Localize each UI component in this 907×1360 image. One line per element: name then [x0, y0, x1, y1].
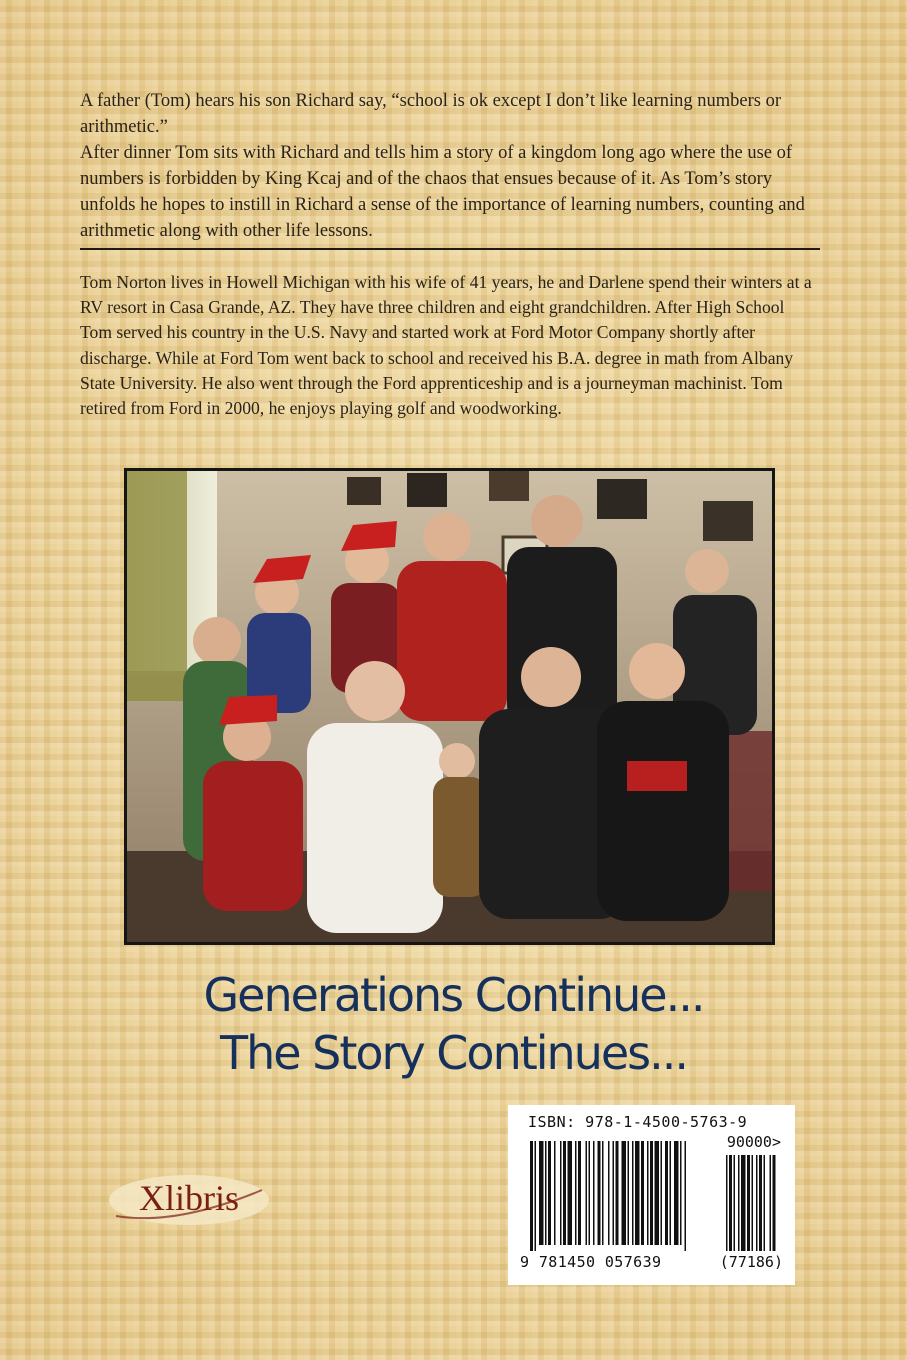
addon-bar	[741, 1155, 746, 1251]
tagline-line-1: Generations Continue...	[203, 968, 704, 1022]
addon-bar	[734, 1155, 736, 1251]
barcode-bar	[530, 1141, 533, 1251]
barcode-bar	[661, 1141, 663, 1245]
barcode-bar	[560, 1141, 562, 1245]
barcode-bar	[655, 1141, 660, 1245]
addon-bar	[770, 1155, 772, 1251]
addon-bar	[752, 1155, 754, 1251]
barcode-bar	[632, 1141, 634, 1245]
barcode-bar	[650, 1141, 653, 1245]
barcode-bar	[674, 1141, 679, 1245]
barcode-bar	[575, 1141, 577, 1245]
barcode-bar	[593, 1141, 595, 1245]
barcode-bar	[680, 1141, 682, 1245]
barcode-bar	[598, 1141, 601, 1245]
barcode-bar	[665, 1141, 668, 1245]
barcode-bar	[535, 1141, 537, 1251]
tagline-line-2: The Story Continues...	[220, 1026, 687, 1080]
barcode-bar	[545, 1141, 547, 1245]
ean-digits: 9 781450 057639	[520, 1253, 662, 1271]
barcode-bar	[563, 1141, 566, 1245]
barcode-bar	[608, 1141, 610, 1245]
xlibris-logo	[106, 1172, 272, 1228]
barcode-bar	[613, 1141, 615, 1245]
family-photo	[124, 468, 775, 945]
barcode-bar	[635, 1141, 640, 1245]
svg-text:Xlibris: Xlibris	[138, 1178, 240, 1218]
author-bio: Tom Norton lives in Howell Michigan with his wife of 41 years, he and Darlene spend their winters at a RV resort in Casa Grande, AZ. They have three children and eight grandchildren. After High School Tom served his country in the U.S. Navy and started work at Ford Motor Company shortly after discharge. While at Ford Tom went back to school and received his B.A. degree in math from Albany State University. He also went through the Ford apprenticeship and is a journeyman machinist. Tom retired from Ford in 2000, he enjoys playing golf and woodworking.	[80, 272, 812, 419]
barcode-bar	[554, 1141, 556, 1245]
addon-bar	[729, 1155, 732, 1251]
price-code: 90000>	[726, 1133, 781, 1151]
synopsis	[80, 88, 820, 244]
barcode-bar	[548, 1141, 551, 1245]
addon-bar	[738, 1155, 740, 1251]
isbn-barcode	[508, 1105, 795, 1285]
barcode-bar	[647, 1141, 649, 1245]
barcode-bar	[602, 1141, 604, 1245]
barcode-bar	[685, 1141, 687, 1251]
addon-bar	[759, 1155, 762, 1251]
barcode-bar	[586, 1141, 588, 1245]
barcode-bar	[628, 1141, 630, 1245]
barcode-bar	[616, 1141, 619, 1245]
barcode-bar	[589, 1141, 591, 1245]
synopsis-paragraph-2: After dinner Tom sits with Richard and tells him a story of a kingdom long ago where the use of numbers is forbidden by King Kcaj and of the chaos that ensues because of it. As Tom’s story unfolds he hopes to instill in Richard a sense of the importance of learning numbers, counting and arithmetic along with other life lessons.	[80, 143, 805, 241]
isbn-label: ISBN: 978-1-4500-5763-9	[528, 1113, 748, 1131]
barcode-bar	[568, 1141, 573, 1245]
barcode-bar	[641, 1141, 644, 1245]
section-divider	[80, 248, 820, 250]
synopsis-paragraph-1: A father (Tom) hears his son Richard say, “school is ok except I don’t like learning numbers or arithmetic.”	[80, 91, 782, 137]
barcode-bar	[622, 1141, 627, 1245]
addon-digits: (77186)	[719, 1253, 783, 1271]
barcode-bar	[578, 1141, 581, 1245]
addon-bar	[747, 1155, 750, 1251]
addon-bar	[764, 1155, 766, 1251]
barcode-bar	[539, 1141, 544, 1245]
addon-bar	[773, 1155, 776, 1251]
barcode-bars	[530, 1141, 780, 1251]
addon-bar	[726, 1155, 728, 1251]
barcode-bar	[670, 1141, 672, 1245]
addon-bar	[756, 1155, 758, 1251]
